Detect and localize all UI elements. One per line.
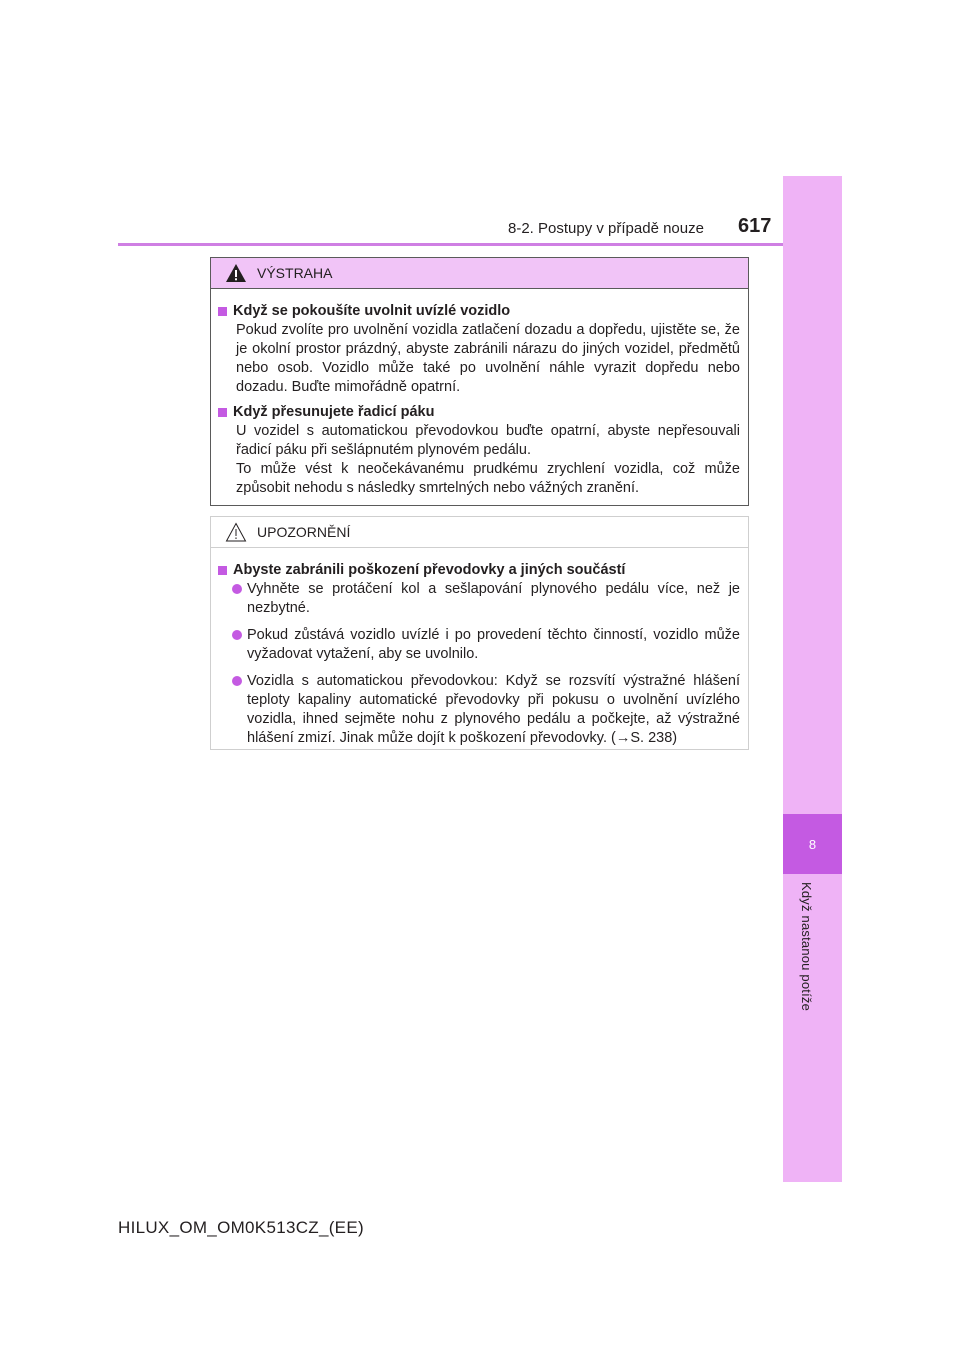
warning-header bbox=[211, 258, 748, 289]
caution-bullet-text: Vozidla s automatickou převodovkou: Když se rozsvítí výstražné hlášení teploty kapaliny automatické převodovky při pokusu o uvolnění uvízlého vozidla, ihned sejměte nohu z plynového pedálu a počkejte, až výstražné hlášení zmizí. Jinak může dojít k poškození převodovky. (→S. 238) bbox=[247, 673, 740, 746]
round-bullet-icon bbox=[232, 630, 242, 640]
round-bullet-icon bbox=[232, 676, 242, 686]
warning-item-text: Pokud zvolíte pro uvolnění vozidla zatlačení dozadu a dopředu, ujistěte se, že je okolní prostor prázdný, abyste zabránili nárazu do jiných vozidel, předmětů nebo osob. Vozidlo může také po uvolnění náhle vyrazit dopředu nebo dozadu. Buďte mimořádně opatrní. bbox=[236, 322, 740, 395]
caution-triangle-outline-icon bbox=[225, 522, 247, 542]
warning-item-text: To může vést k neočekávanému prudkému zrychlení vozidla, což může způsobit nehodu s následky smrtelných nebo vážných zranění. bbox=[236, 461, 740, 496]
square-bullet-icon bbox=[218, 566, 227, 575]
side-tab-chapter-title: Když nastanou potíže bbox=[799, 882, 814, 1012]
section-title: 8-2. Postupy v případě nouze bbox=[508, 220, 704, 237]
warning-body bbox=[211, 289, 748, 498]
warning-item-heading-text: Když přesunujete řadicí páku bbox=[233, 404, 435, 420]
square-bullet-icon bbox=[218, 307, 227, 316]
list-item bbox=[232, 626, 740, 664]
list-item bbox=[232, 580, 740, 618]
round-bullet-icon bbox=[232, 584, 242, 594]
caution-heading bbox=[218, 562, 740, 578]
warning-item-heading-text: Když se pokoušíte uvolnit uvízlé vozidlo bbox=[233, 303, 511, 319]
warning-box bbox=[210, 257, 749, 506]
warning-title: VÝSTRAHA bbox=[257, 265, 333, 281]
list-item bbox=[232, 672, 740, 748]
header-divider bbox=[118, 243, 783, 246]
caution-bullet-text: Vyhněte se protáčení kol a sešlapování plynového pedálu více, než je nezbytné. bbox=[247, 581, 740, 616]
page-number: 617 bbox=[738, 215, 772, 237]
warning-item-text: U vozidel s automatickou převodovkou buďte opatrní, abyste nepřesouvali řadicí páku při sešlápnutém plynovém pedálu. bbox=[236, 423, 740, 458]
caution-title: UPOZORNĚNÍ bbox=[257, 524, 351, 540]
document-code: HILUX_OM_OM0K513CZ_(EE) bbox=[118, 1218, 364, 1237]
caution-body bbox=[211, 548, 748, 748]
warning-triangle-filled-icon bbox=[225, 263, 247, 283]
caution-heading-text: Abyste zabránili poškození převodovky a jiných součástí bbox=[233, 562, 626, 578]
warning-item-heading bbox=[218, 404, 740, 420]
warning-item-heading bbox=[218, 303, 740, 319]
square-bullet-icon bbox=[218, 408, 227, 417]
caution-header bbox=[211, 517, 748, 548]
caution-box bbox=[210, 516, 749, 750]
side-tab-chapter-number[interactable]: 8 bbox=[783, 814, 842, 874]
caution-bullet-text: Pokud zůstává vozidlo uvízlé i po provedení těchto činností, vozidlo může vyžadovat vytažení, aby se uvolnilo. bbox=[247, 627, 740, 662]
